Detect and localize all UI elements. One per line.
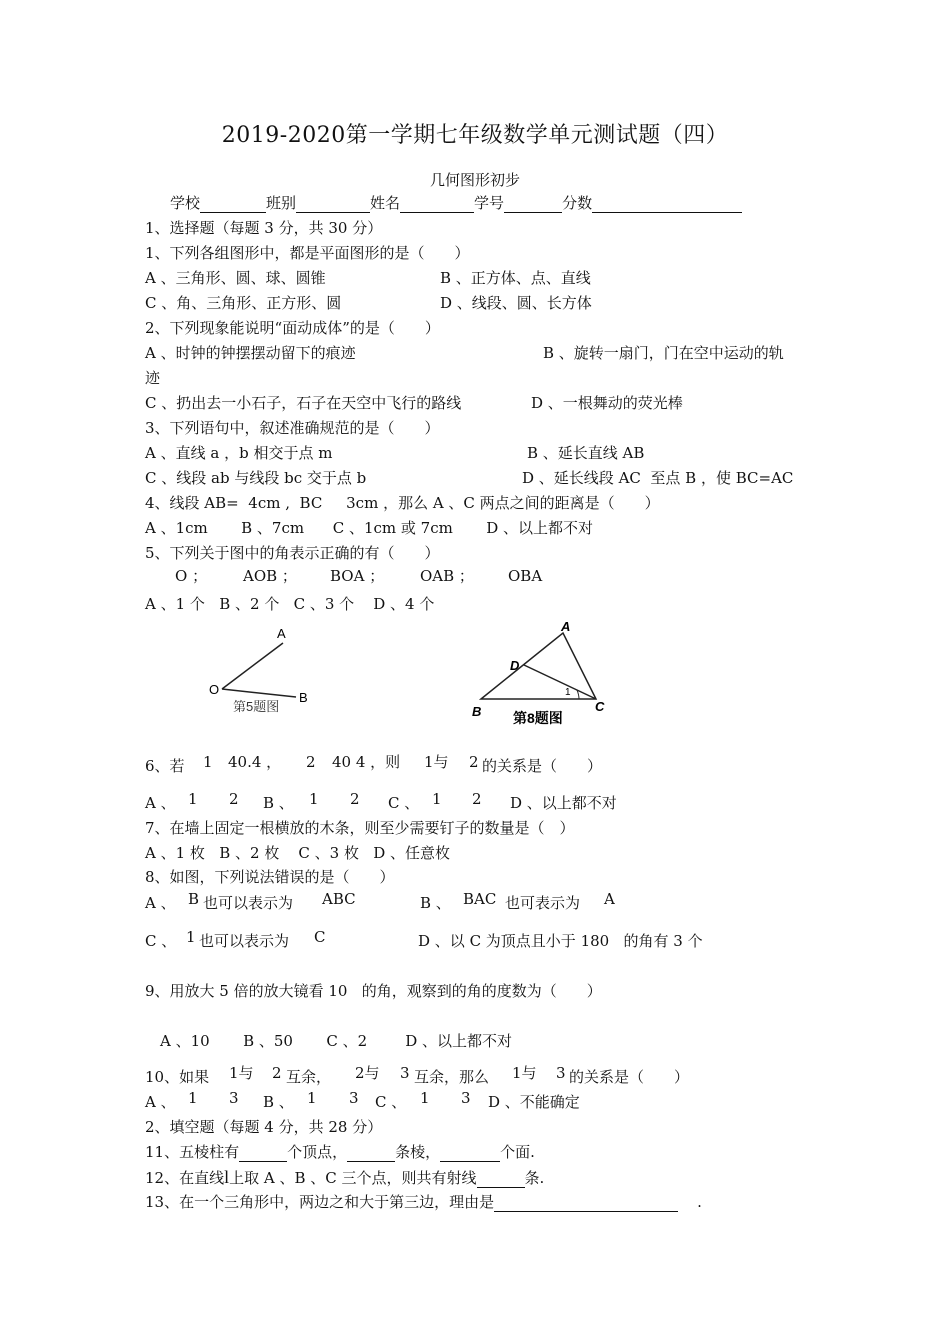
q10-stem-2: 互余， bbox=[286, 1068, 332, 1086]
q12-text-1: 12、在直线 bbox=[145, 1169, 225, 1187]
fig8-label-1: 1 bbox=[565, 687, 571, 698]
q10-c-angle-3: 3 bbox=[461, 1089, 471, 1107]
fig5-caption: 第5题图 bbox=[233, 699, 280, 714]
q10-option-d: D 、不能确定 bbox=[488, 1093, 580, 1111]
q6-option-a: A 、 bbox=[145, 794, 176, 812]
q11-text-2: 个顶点， bbox=[287, 1143, 348, 1161]
class-label: 班别 bbox=[266, 194, 297, 212]
q6-stem-end: 的关系是（ ） bbox=[482, 757, 603, 775]
q2-option-c: C 、扔出去一小石子，石子在天空中飞行的路线 bbox=[145, 394, 462, 412]
number-label: 学号 bbox=[474, 194, 505, 212]
q10-stem-3: 互余，那么 bbox=[414, 1068, 490, 1086]
q13 bbox=[145, 1192, 702, 1212]
q6-angle-2: 2 bbox=[306, 753, 316, 771]
number-blank[interactable] bbox=[504, 196, 562, 213]
q8-stem: 8、如图，下列说法错误的是（ ） bbox=[145, 868, 395, 886]
q4-stem: 4、线段 AB= 4cm , BC 3cm ，那么 A 、C 两点之间的距离是（ ） bbox=[145, 494, 660, 512]
q12 bbox=[145, 1167, 544, 1188]
q5-angle-3: BOA ； bbox=[330, 567, 385, 585]
q8-option-c: C 、 bbox=[145, 932, 177, 950]
q10-option-c: C 、 bbox=[375, 1093, 407, 1111]
q3-stem: 3、下列语句中，叙述准确规范的是（ ） bbox=[145, 419, 440, 437]
q11 bbox=[145, 1142, 535, 1162]
q12-text-3: 条. bbox=[524, 1169, 545, 1187]
q11-text-4: 个面. bbox=[500, 1143, 535, 1161]
q6-b-angle-2: 2 bbox=[350, 790, 360, 808]
q3-option-b: B 、延长直线 AB bbox=[527, 444, 645, 462]
q5-angle-1: O ； bbox=[175, 567, 208, 585]
page-title: 2019-2020第一学期七年级数学单元测试题（四） bbox=[221, 123, 729, 148]
q8-option-b: B 、 bbox=[420, 894, 451, 912]
q13-text-1: 13、在一个三角形中，两边之和大于第三边，理由是 bbox=[145, 1193, 495, 1211]
score-blank[interactable] bbox=[592, 196, 742, 213]
q6-angle-2b: 2 bbox=[469, 753, 479, 771]
score-label: 分数 bbox=[562, 194, 593, 212]
q3-option-c: C 、线段 ab 与线段 bc 交于点 b bbox=[145, 469, 367, 487]
q8-c-value: C bbox=[314, 928, 326, 946]
q8-a-text: 也可以表示为 bbox=[203, 894, 294, 912]
q5-angle-2: AOB ； bbox=[243, 567, 297, 585]
q6-b-angle-1: 1 bbox=[309, 790, 319, 808]
figure-8 bbox=[465, 615, 625, 730]
q4-options: A 、1cm B 、7cm C 、1cm 或 7cm D 、以上都不对 bbox=[145, 519, 594, 537]
q1-option-c: C 、角、三角形、正方形、圆 bbox=[145, 294, 342, 312]
q10-stem-1: 10、如果 bbox=[145, 1068, 210, 1086]
q11-blank-faces[interactable] bbox=[440, 1145, 500, 1162]
q9-stem: 9、用放大 5 倍的放大镜看 10 的角，观察到的角的度数为（ ） bbox=[145, 982, 602, 1000]
fig8-label-c: C bbox=[595, 699, 605, 714]
q10-angle-2: 2 bbox=[272, 1064, 282, 1082]
school-blank[interactable] bbox=[200, 196, 266, 213]
q2-option-a: A 、时钟的钟摆摆动留下的痕迹 bbox=[145, 344, 356, 362]
q11-blank-vertices[interactable] bbox=[239, 1145, 287, 1162]
q3-option-d: D 、延长线段 AC 至点 B ，使 BC=AC bbox=[522, 469, 794, 487]
q7-stem: 7、在墙上固定一根横放的木条，则至少需要钉子的数量是（ ） bbox=[145, 819, 575, 837]
name-label: 姓名 bbox=[370, 194, 401, 212]
q2-stem: 2、下列现象能说明“面动成体”的是（ ） bbox=[145, 319, 440, 337]
q11-text-1: 11、五棱柱有 bbox=[145, 1143, 240, 1161]
q8-b-angle: BAC bbox=[463, 890, 497, 908]
q12-blank[interactable] bbox=[477, 1171, 525, 1188]
q8-c-text: 也可以表示为 bbox=[199, 932, 290, 950]
q10-a-angle-3: 3 bbox=[229, 1089, 239, 1107]
fig8-caption: 第8题图 bbox=[513, 710, 563, 726]
q8-b-text: 也可表示为 bbox=[505, 894, 581, 912]
q10-option-b: B 、 bbox=[263, 1093, 294, 1111]
school-label: 学校 bbox=[170, 194, 201, 212]
q6-value-2: 40 4 ，则 bbox=[332, 753, 401, 771]
class-blank[interactable] bbox=[296, 196, 370, 213]
q6-stem-1: 6、若 bbox=[145, 757, 185, 775]
q6-c-angle-1: 1 bbox=[432, 790, 442, 808]
ray-ob bbox=[222, 689, 296, 697]
name-blank[interactable] bbox=[400, 196, 474, 213]
q1-option-b: B 、正方体、点、直线 bbox=[440, 269, 591, 287]
q5-stem: 5、下列关于图中的角表示正确的有（ ） bbox=[145, 544, 440, 562]
q10-angle-1: 1与 bbox=[229, 1064, 254, 1082]
q6-angle-1b: 1与 bbox=[424, 753, 449, 771]
q12-text-2: 上取 A 、B 、C 三个点，则共有射线 bbox=[229, 1169, 477, 1187]
q10-angle-2b: 2与 bbox=[355, 1064, 380, 1082]
q3-option-a: A 、直线 a ，b 相交于点 m bbox=[145, 444, 333, 462]
segment-cd bbox=[524, 665, 596, 699]
q5-options: A 、1 个 B 、2 个 C 、3 个 D 、4 个 bbox=[145, 595, 435, 613]
q6-a-angle-1: 1 bbox=[188, 790, 198, 808]
q9-options: A 、10 B 、50 C 、2 D 、以上都不对 bbox=[160, 1032, 513, 1050]
q5-angle-4: OAB ； bbox=[420, 567, 474, 585]
q6-value-1: 40.4 ， bbox=[228, 753, 282, 771]
q1-option-d: D 、线段、圆、长方体 bbox=[440, 294, 592, 312]
fig8-label-a: A bbox=[561, 619, 571, 634]
q8-a-angle: B bbox=[188, 890, 200, 908]
subtitle: 几何图形初步 bbox=[429, 171, 520, 189]
q12-line-l: l bbox=[224, 1167, 230, 1187]
q11-text-3: 条棱， bbox=[395, 1143, 441, 1161]
fig5-label-o: O bbox=[209, 682, 220, 697]
q10-c-angle-1: 1 bbox=[420, 1089, 430, 1107]
ray-oa bbox=[222, 643, 283, 689]
section1-heading: 1、选择题（每题 3 分，共 30 分） bbox=[145, 219, 383, 237]
q10-a-angle-1: 1 bbox=[188, 1089, 198, 1107]
info-line bbox=[170, 193, 742, 213]
triangle-abc bbox=[481, 633, 596, 699]
q10-b-angle-3: 3 bbox=[349, 1089, 359, 1107]
q8-option-d: D 、以 C 为顶点且小于 180 的角有 3 个 bbox=[418, 932, 703, 950]
fig8-label-d: D bbox=[510, 658, 520, 673]
q11-blank-edges[interactable] bbox=[347, 1145, 395, 1162]
q7-options: A 、1 枚 B 、2 枚 C 、3 枚 D 、任意枚 bbox=[145, 844, 451, 862]
figure-5 bbox=[200, 620, 330, 720]
q2-option-d: D 、一根舞动的荧光棒 bbox=[531, 394, 683, 412]
fig8-label-b: B bbox=[472, 704, 482, 719]
q1-stem: 1、下列各组图形中，都是平面图形的是（ ） bbox=[145, 244, 470, 262]
section2-heading: 2、填空题（每题 4 分，共 28 分） bbox=[145, 1118, 383, 1136]
q13-blank[interactable] bbox=[494, 1195, 678, 1212]
q10-stem-end: 的关系是（ ） bbox=[569, 1068, 690, 1086]
q10-b-angle-1: 1 bbox=[307, 1089, 317, 1107]
q10-angle-3: 3 bbox=[400, 1064, 410, 1082]
q2-option-b: B 、旋转一扇门，门在空中运动的轨 bbox=[543, 344, 784, 362]
q13-text-2: . bbox=[697, 1193, 702, 1211]
q10-option-a: A 、 bbox=[145, 1093, 176, 1111]
q6-option-c: C 、 bbox=[388, 794, 420, 812]
q8-option-a: A 、 bbox=[145, 894, 176, 912]
q10-angle-3b: 3 bbox=[556, 1064, 566, 1082]
q6-option-b: B 、 bbox=[263, 794, 294, 812]
q6-angle-1: 1 bbox=[203, 753, 213, 771]
q10-angle-1b: 1与 bbox=[512, 1064, 537, 1082]
q2-option-b-cont: 迹 bbox=[145, 369, 161, 387]
q8-c-angle: 1 bbox=[186, 928, 196, 946]
q8-a-value: ABC bbox=[322, 890, 356, 908]
fig5-label-a: A bbox=[277, 626, 286, 641]
q6-a-angle-2: 2 bbox=[229, 790, 239, 808]
q6-option-d: D 、以上都不对 bbox=[510, 794, 617, 812]
q5-angle-5: OBA bbox=[508, 567, 543, 585]
q1-option-a: A 、三角形、圆、球、圆锥 bbox=[145, 269, 326, 287]
q6-c-angle-2: 2 bbox=[472, 790, 482, 808]
fig5-label-b: B bbox=[299, 690, 308, 705]
q8-b-value: A bbox=[604, 890, 615, 908]
